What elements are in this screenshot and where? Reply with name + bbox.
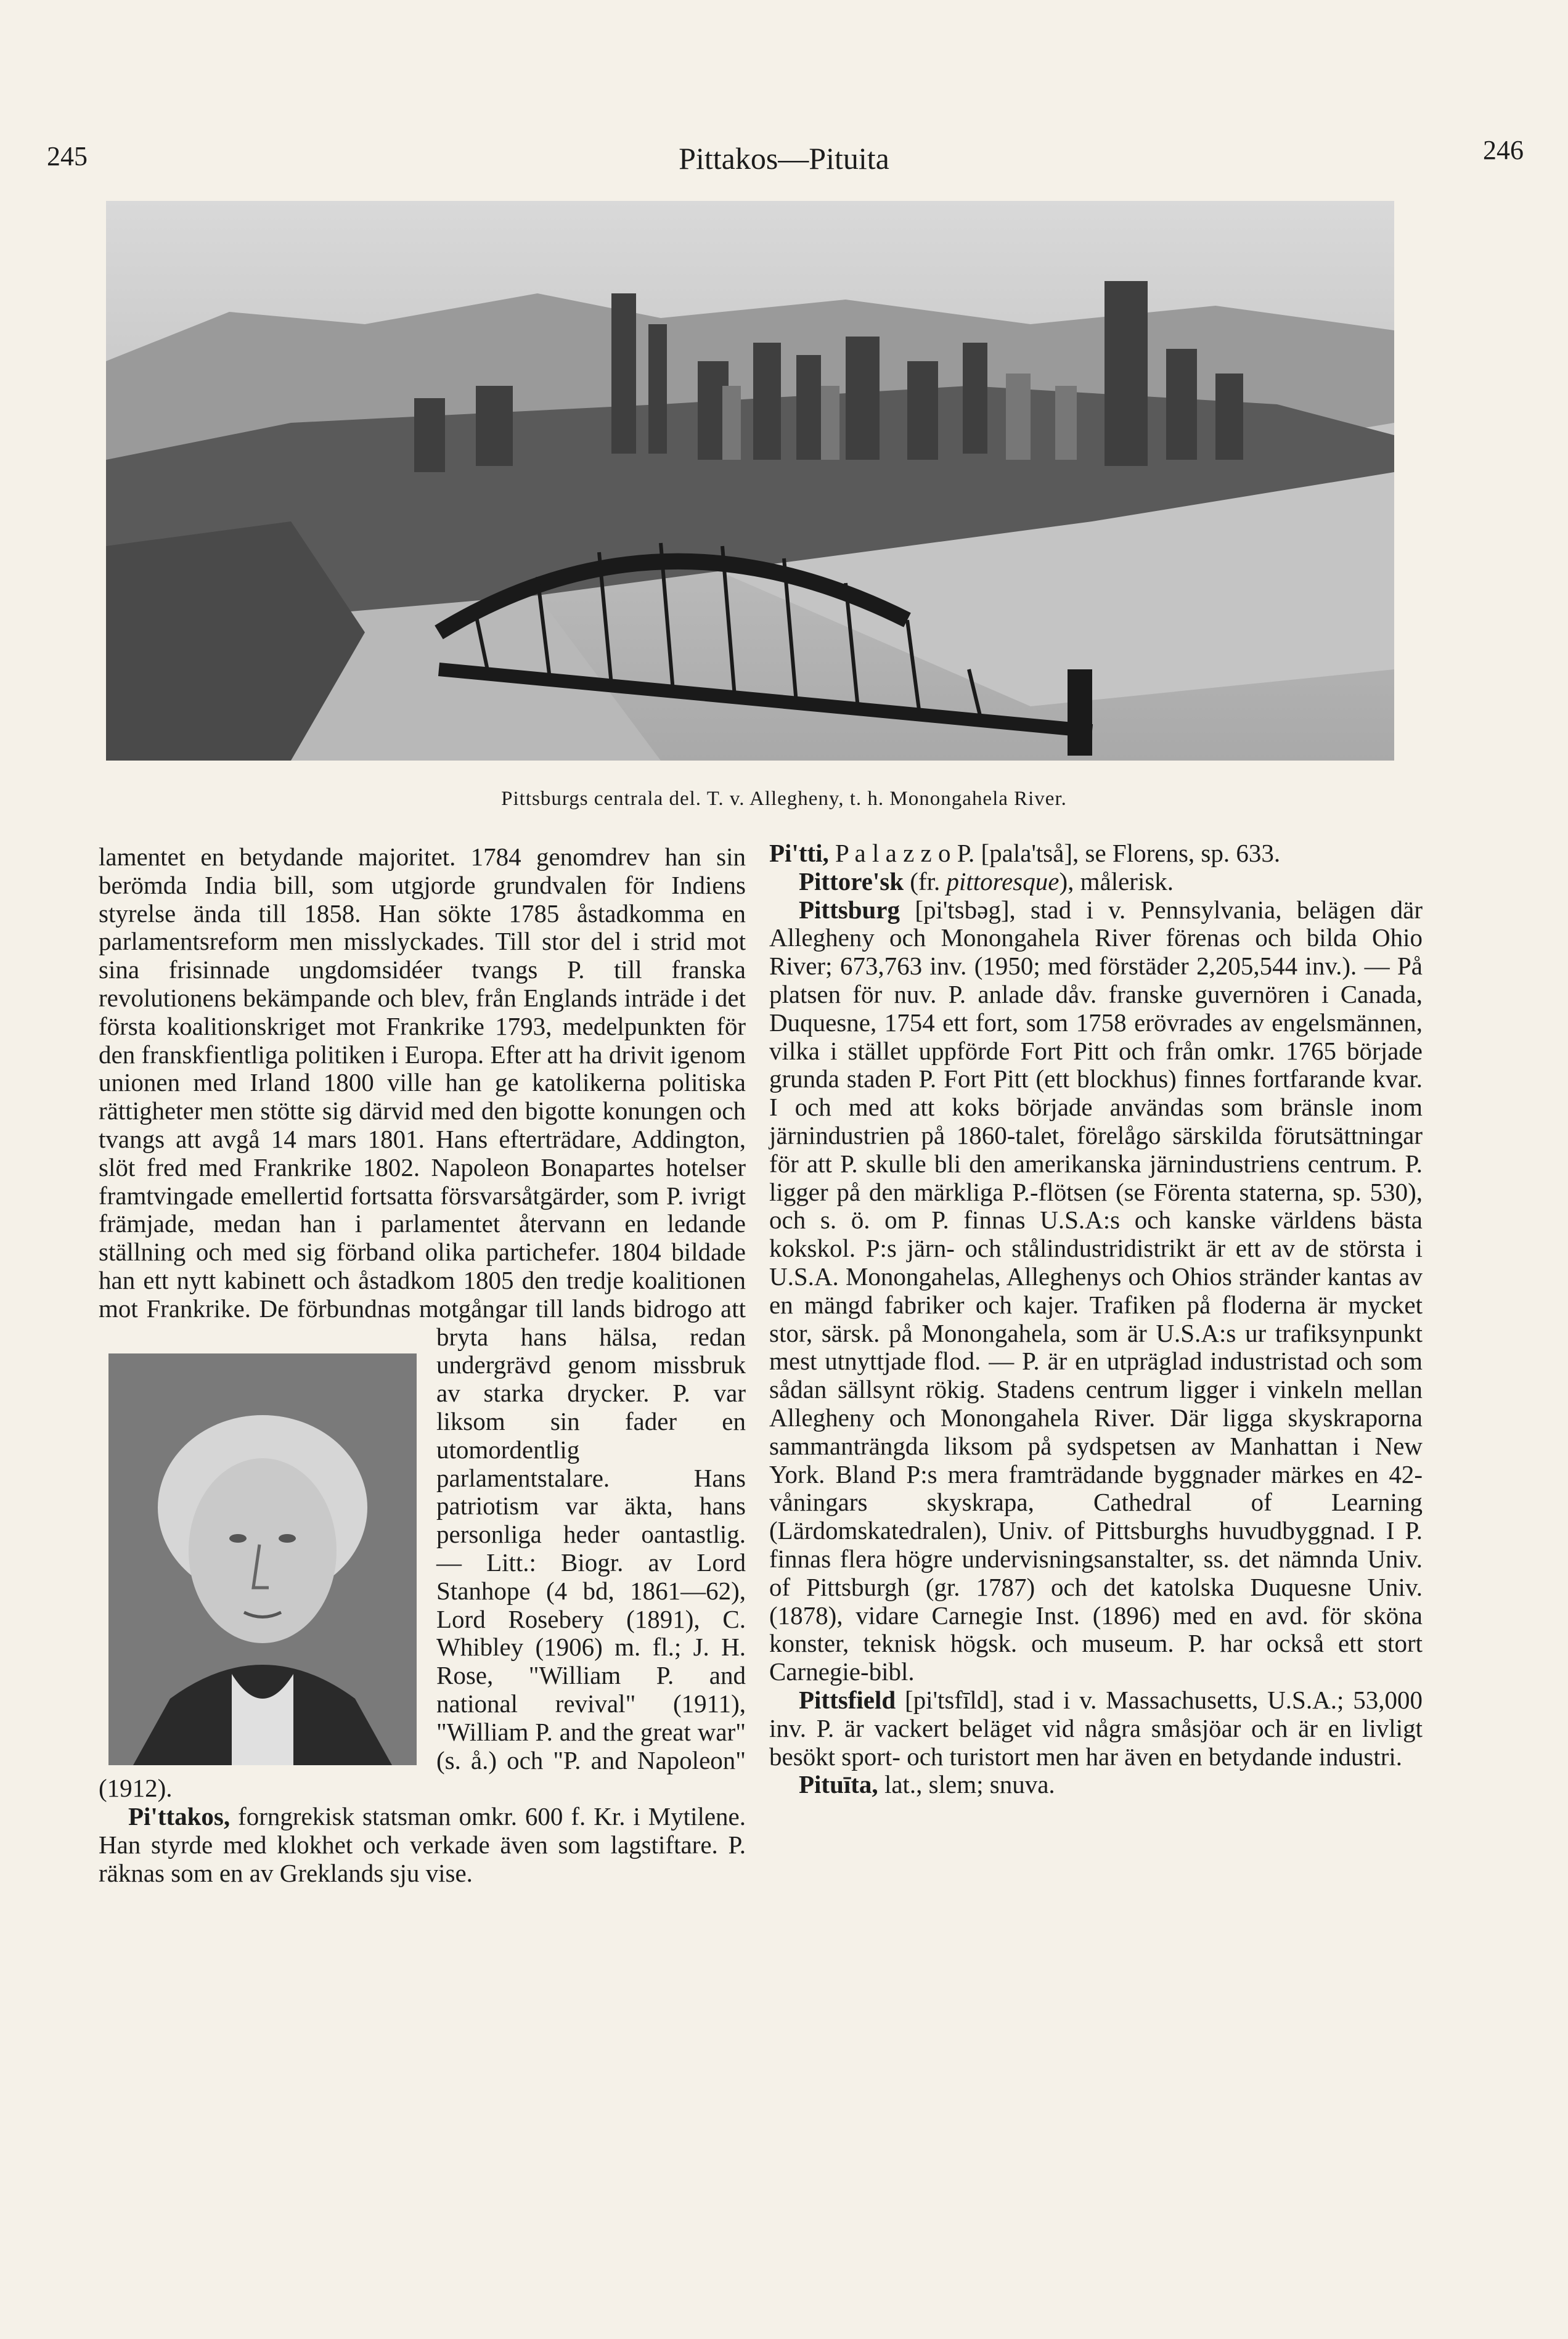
pittsburg-text: [pi'tsbəg], stad i v. Pennsylvania, belägen där Allegheny och Monongahela River förenas och bilda Ohio River; 673,763 inv. (1950; med förstäder 2,205,544 inv.). — På platsen för nuv. P. anlade dåv. franske guvernören i Canada, Duquesne, 1754 ett fort, som 1758 erövrades av engelsmännen, vilka i stället uppförde Fort Pitt och från omkr. 1765 började grunda staden P. Fort Pitt (ett blockhus) finnes fortfarande kvar. I och med att koks började användas som bränsle inom järnindustrien på 1860-talet, förelågo särskilda förutsättningar för att P. skulle bli den amerikanska järnindustriens centrum. P. ligger på den märkliga P.-flötsen (se Förenta staterna, sp. 530), och s. ö. om P. finnas U.S.A:s och kanske världens bästa kokskol. P:s järn- och stålindustridistrikt är ett av de största i U.S.A. Monongahelas, Alleghenys och Ohios stränder kantas av en mängd fabriker och kajer. Trafiken på floderna är mycket stor, särsk. på Monongahela, som är U.S.A:s ur trafiksynpunkt mest utnyttjade flod. — P. är en utpräglad industristad och som sådan sällsynt rökig. Stadens centrum ligger i vinkeln mellan Allegheny och Monongahela River. Där ligga skyskraporna sammanträngda liksom på sydspetsen av Manhattan i New York. Bland P:s mera framträdande byggnader märkes en 42-våningars skyskrapa, Cathedral of Learning (Lärdomskatedralen), Univ. of Pittsburghs huvudbyggnad. I P. finnas flera högre undervisningsanstalter, ss. det nämnda Univ. of Pittsburgh (gr. 1787) och det katolska Duquesne Univ. (1878), vidare Carnegie Inst. (1896) med en avd. för sköna konster, teknisk högsk. och museum. P. har också ett stort Carnegie-bibl.	[769, 895, 1423, 1686]
pittakos-entry	[99, 1803, 746, 1887]
pituita-entry	[769, 1771, 1423, 1799]
pitti-text: P a l a z z o P. [pala'tså], se Florens, sp. 633.	[828, 839, 1281, 867]
portrait-image	[108, 1353, 417, 1765]
running-title: Pittakos—Pituita	[679, 141, 889, 176]
pittoresk-entry	[769, 868, 1423, 896]
pittakos-headword: Pi'ttakos,	[128, 1802, 231, 1831]
pituita-headword: Pituīta,	[799, 1770, 878, 1799]
pitti-entry	[769, 839, 1423, 868]
figure-caption: Pittsburgs centrala del. T. v. Allegheny, t. h. Monongahela River.	[501, 788, 1067, 810]
page-number-left: 245	[47, 141, 88, 171]
page-number-right: 246	[1483, 135, 1524, 165]
pittsburg-headword: Pittsburg	[799, 895, 900, 924]
pittakos-text: forngrekisk statsman omkr. 600 f. Kr. i Mytilene. Han styrde med klokhet och verkade även som lagstiftare. P. räknas som en av Greklands sju vise.	[99, 1802, 746, 1887]
pitti-headword: Pi'tti,	[769, 839, 829, 867]
pittoresk-pre: (fr.	[904, 867, 947, 896]
city-skyline-image	[106, 201, 1394, 761]
pittoresk-post: ), målerisk.	[1059, 867, 1174, 896]
pittsfield-entry	[769, 1686, 1423, 1771]
pittsfield-text: [pi'tsfīld], stad i v. Massachusetts, U.S.A.; 53,000 inv. P. är vackert beläget vid några småsjöar och är en livligt besökt sport- och turistort men har även en betydande industri.	[769, 1685, 1423, 1771]
pitt-text: lamentet en betydande majoritet. 1784 genomdrev han sin berömda India bill, som utgjorde grundvalen för Indiens styrelse ända till 1858. Han sökte 1785 åstadkomma en parlamentsreform men misslyckades. Till stor del i strid mot sina frisinnade ungdomsidéer tvangs P. till franska revolutionens bekämpande och blev, från Englands inträde i det första koalitionskriget mot Frankrike 1793, medelpunkten för den franskfientliga politiken i Europa. Efter att ha drivit igenom unionen med Irland 1800 ville han ge katolikerna politiska rättigheter men stötte sig därvid med den bigotte konungen och tvangs att avgå 14 mars 1801. Hans efterträdare, Addington, slöt fred med Frankrike 1802. Napoleon Bonapartes hotelser framtvingade emellertid fortsatta försvarsåtgärder, som P. ivrigt främjade, medan han i parlamentet återvann en ledande ställning och med sig förband olika partichefer. 1804 bildade han ett nytt kabinett och åstadkom 1805 den tredje koalitionen mot Frankrike. De förbundnas motgångar till lands bidrogo att bryta hans hälsa, redan undergrävd genom missbruk av starka drycker. P. var liksom sin fader en utomordentlig parlamentstalare. Hans patriotism var äkta, hans personliga heder oantastlig. — Litt.: Biogr. av Lord Stanhope (4 bd, 1861—62), Lord Rosebery (1891), C. Whibley (1906) m. fl.; J. H. Rose, "William P. and national revival" (1911), "William P. and the great war" (s. å.) och "P. and Napoleon" (1912).	[99, 843, 746, 1803]
pittsfield-headword: Pittsfield	[799, 1685, 896, 1714]
william-pitt-portrait	[108, 1353, 417, 1765]
pituita-text: lat., slem; snuva.	[878, 1770, 1055, 1799]
pittsburgh-photo	[106, 201, 1394, 761]
pittoresk-italic: pittoresque	[946, 867, 1060, 896]
pittsburg-entry	[769, 896, 1423, 1686]
right-column	[769, 839, 1423, 1799]
pittoresk-headword: Pittore'sk	[799, 867, 904, 896]
